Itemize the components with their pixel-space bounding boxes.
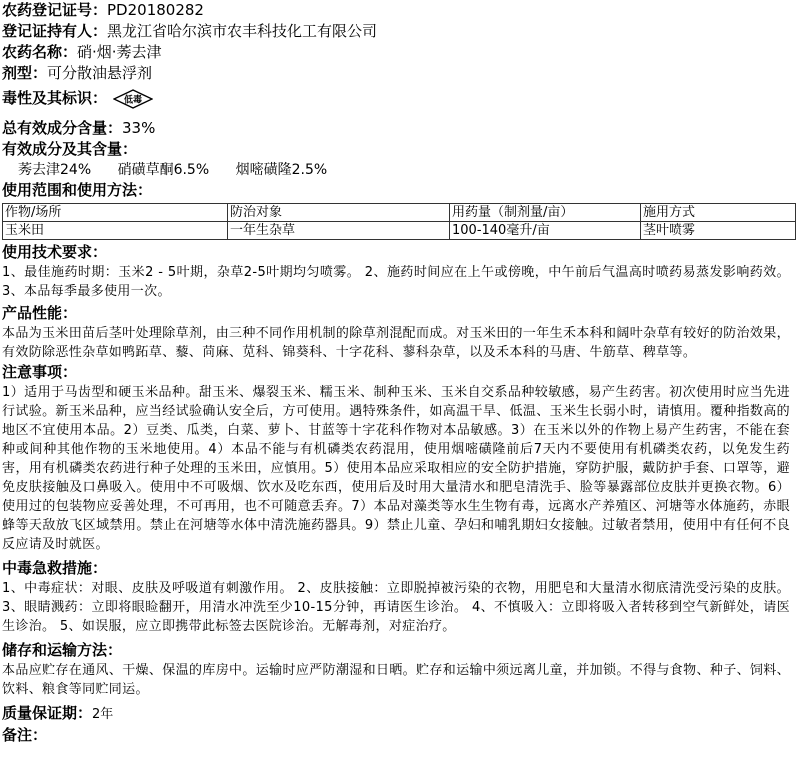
table-header-cell: 作物/场所 — [3, 204, 228, 222]
shelf-life-label: 质量保证期： — [2, 704, 93, 722]
performance-text: 本品为玉米田苗后茎叶处理除草剂，由三种不同作用机制的除草剂混配而成。对玉米田的一年生禾本科和阔叶杂草有较好的防治效果，有效防除恶性杂草如鸭跖草、藜、苘麻、苋科、锦葵科、十字花科、蓼科杂草，以及禾本科的马唐、牛筋草、稗草等。 — [2, 326, 790, 360]
remarks-heading: 备注： — [2, 726, 48, 744]
registration-holder-label: 登记证持有人： — [2, 22, 108, 40]
technique-text: 1、最佳施药时期：玉米2 - 5叶期，杂草2-5叶期均匀喷雾。 2、施药时间应在上午或傍晚，中午前后气温高时喷药易蒸发影响药效。 3、本品每季最多使用一次。 — [2, 265, 790, 299]
notes-text: 1）适用于马齿型和硬玉米品种。甜玉米、爆裂玉米、糯玉米、制种玉米、玉米自交系品种较敏感，易产生药害。初次使用时应当先进行试验。新玉米品种，应当经试验确认安全后，方可使用。遇特殊条件，如高温干旱、低温、玉米生长弱小时，请慎用。覆种指数高的地区不宜使用本品。2）豆类、瓜类，白菜、萝卜、甘蓝等十字花科作物对本品敏感。3）在玉米以外的作物上易产生药害，不能在套种或间种其他作物的玉米地使用。4）本品不能与有机磷类农药混用，使用烟嘧磺隆前后7天内不要使用有机磷类农药，以免发生药害，用有机磷类农药进行种子处理的玉米田，应慎用。5）使用本品应采取相应的安全防护措施，穿防护服，戴防护手套、口罩等，避免皮肤接触及口鼻吸入。使用中不可吸烟、饮水及吃东西，使用后及时用大量清水和肥皂清洗手、脸等暴露部位皮肤并更换衣物。6）使用过的包装物应妥善处理，不可再用，也不可随意丢弃。7）本品对藻类等水生生物有毒，远离水产养殖区、河塘等水体施药，赤眼蜂等天敌放飞区域禁用。禁止在河塘等水体中清洗施药器具。9）禁止儿童、孕妇和哺乳期妇女接触。过敏者禁用，使用中有任何不良反应请及时就医。 — [2, 385, 790, 552]
registration-holder-line — [2, 21, 796, 42]
table-cell: 100-140毫升/亩 — [450, 222, 641, 240]
toxicity-line — [2, 84, 796, 112]
storage-text: 本品应贮存在通风、干燥、保温的库房中。运输时应严防潮湿和日晒。贮存和运输中须远离儿童，并加锁。不得与食物、种子、饲料、饮料、粮食等同贮同运。 — [2, 663, 790, 697]
total-content-label: 总有效成分含量： — [2, 119, 123, 137]
toxicity-label: 毒性及其标识： — [2, 89, 108, 107]
formulation-line — [2, 63, 796, 84]
pesticide-name-line — [2, 42, 796, 63]
ingredients-list — [2, 160, 796, 180]
performance-heading: 产品性能： — [2, 304, 78, 322]
pesticide-name-label: 农药名称： — [2, 43, 78, 61]
toxicity-diamond-icon — [113, 89, 153, 109]
ingredient-item: 莠去津24% — [18, 162, 92, 178]
usage-heading: 使用范围和使用方法： — [2, 181, 153, 199]
table-header-cell: 用药量（制剂量/亩） — [450, 204, 641, 222]
first-aid-text: 1、中毒症状：对眼、皮肤及呼吸道有刺激作用。 2、皮肤接触：立即脱掉被污染的衣物，用肥皂和大量清水彻底清洗受污染的皮肤。3、眼睛溅药：立即将眼睑翻开，用清水冲洗至少10-15分钟，再请医生诊治。 4、不慎吸入：立即将吸入者转移到空气新鲜处，请医生诊治。 5、如误服，应立即携带此标签去医院诊治。无解毒剂，对症治疗。 — [2, 581, 790, 634]
usage-table — [2, 203, 796, 240]
table-header-cell: 防治对象 — [228, 204, 450, 222]
ingredient-item: 烟嘧磺隆2.5% — [235, 162, 328, 178]
total-content-line — [2, 118, 796, 139]
first-aid-heading: 中毒急救措施： — [2, 559, 108, 577]
notes-heading: 注意事项： — [2, 363, 78, 381]
formulation-value: 可分散油悬浮剂 — [47, 64, 153, 82]
shelf-life-line — [2, 703, 796, 725]
ingredient-item: 硝磺草酮6.5% — [117, 162, 210, 178]
technique-heading: 使用技术要求： — [2, 243, 108, 261]
registration-number-value: PD20180282 — [107, 1, 204, 19]
storage-heading: 储存和运输方法： — [2, 641, 123, 659]
table-header-row — [3, 204, 796, 222]
ingredients-heading: 有效成分及其含量： — [2, 140, 138, 158]
shelf-life-value: 2年 — [92, 707, 114, 722]
total-content-value: 33% — [122, 119, 156, 137]
registration-number-label: 农药登记证号： — [2, 1, 108, 19]
table-cell: 茎叶喷雾 — [641, 222, 796, 240]
formulation-label: 剂型： — [2, 64, 48, 82]
pesticide-name-value: 硝·烟·莠去津 — [77, 43, 162, 61]
table-header-cell: 施用方式 — [641, 204, 796, 222]
toxicity-badge-text: 低毒 — [124, 95, 143, 105]
table-cell: 玉米田 — [3, 222, 228, 240]
registration-number-line — [2, 0, 796, 21]
table-row — [3, 222, 796, 240]
table-cell: 一年生杂草 — [228, 222, 450, 240]
registration-holder-value: 黑龙江省哈尔滨市农丰科技化工有限公司 — [107, 22, 378, 40]
